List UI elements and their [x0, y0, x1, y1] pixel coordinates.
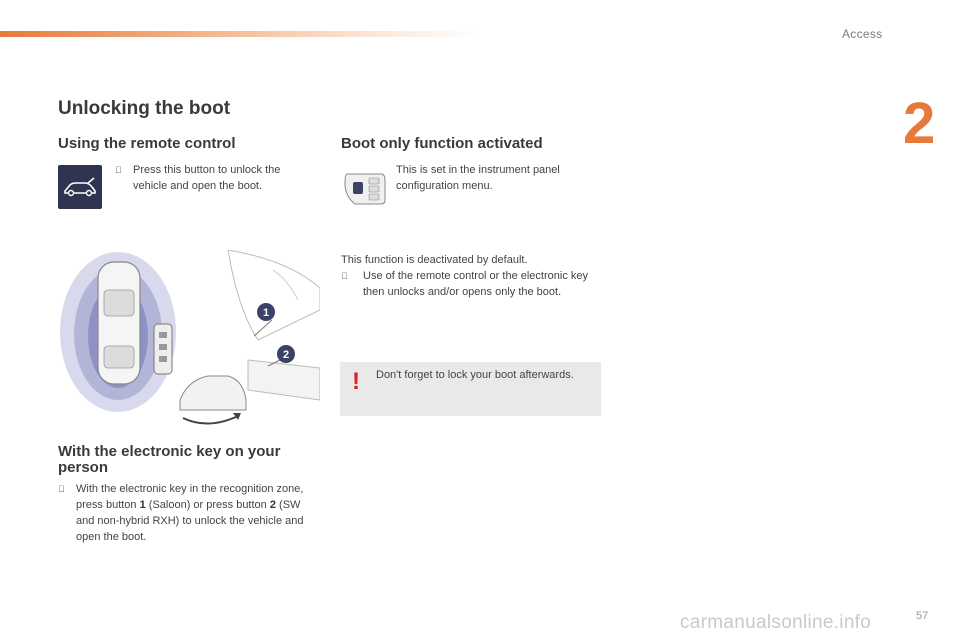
bullet-icon — [341, 268, 363, 300]
boot-opening-illustration — [58, 250, 320, 430]
remote-control-text: Press this button to unlock the vehicle and open the boot. — [133, 164, 281, 192]
bullet-icon — [58, 481, 76, 545]
instrument-panel-icon — [341, 170, 387, 206]
remote-unlock-boot-icon — [58, 165, 102, 209]
boot-only-intro: This is set in the instrument panel configuration menu. — [396, 164, 560, 192]
boot-only-bullet-text: Use of the remote control or the electronic key then unlocks and/or opens only the boot. — [363, 270, 588, 298]
remote-control-heading: Using the remote control — [58, 135, 236, 152]
watermark: carmanualsonline.info — [680, 612, 872, 633]
electronic-key-instruction — [58, 481, 308, 545]
warning-text: Don't forget to lock your boot afterwards. — [376, 369, 574, 381]
section-header: Access — [842, 27, 883, 41]
illustration-callout-2: 2 — [282, 349, 290, 361]
electronic-key-heading: With the electronic key on your person — [58, 443, 281, 476]
remote-control-instruction — [115, 162, 315, 194]
boot-only-default-text: This function is deactivated by default. — [341, 254, 528, 266]
chapter-number: 2 — [903, 91, 936, 156]
boot-only-details — [341, 252, 601, 300]
electronic-key-text: With the electronic key in the recognition zone, press button 1 (Saloon) or press button 2 (SW and non-hybrid RXH) to unlock the vehicle and open the boot. — [76, 483, 304, 543]
warning-icon: ! — [352, 368, 360, 395]
illustration-callout-1: 1 — [262, 307, 270, 319]
header-accent-bar — [0, 31, 480, 37]
bullet-icon — [115, 162, 133, 194]
page-number: 57 — [916, 610, 929, 622]
page-title: Unlocking the boot — [58, 98, 231, 119]
boot-only-heading: Boot only function activated — [341, 135, 543, 152]
warning-note — [340, 362, 601, 416]
